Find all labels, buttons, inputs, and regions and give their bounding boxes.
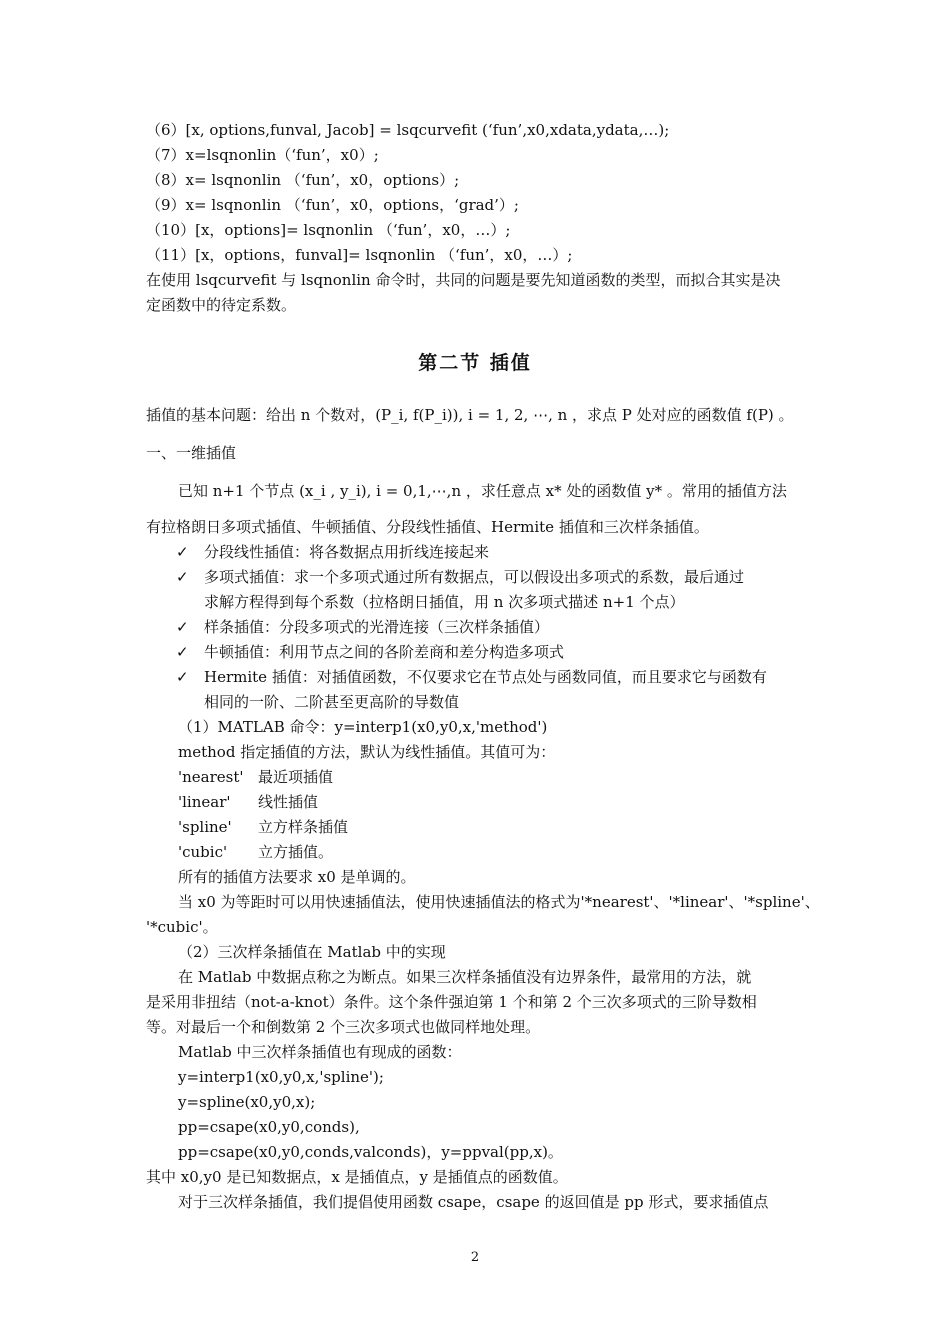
text-line: 等。对最后一个和倒数第 2 个三次多项式也做同样地处理。 bbox=[146, 1018, 541, 1036]
method-description: method 指定插值的方法，默认为线性插值。其值可为： bbox=[178, 743, 556, 761]
text-line: '*cubic'。 bbox=[146, 918, 218, 936]
bullet-continuation: 求解方程得到每个系数（拉格朗日插值，用 n 次多项式描述 n+1 个点） bbox=[204, 593, 685, 611]
checkmark-icon: ✓ bbox=[176, 618, 189, 636]
checkmark-icon: ✓ bbox=[176, 568, 189, 586]
text-line: 定函数中的待定系数。 bbox=[146, 296, 297, 314]
bullet-item: ✓ 分段线性插值：将各数据点用折线连接起来 bbox=[176, 543, 490, 561]
bullet-item: ✓ Hermite 插值：对插值函数，不仅要求它在节点处与函数同值，而且要求它与函数有 bbox=[176, 668, 767, 686]
bullet-continuation: 相同的一阶、二阶甚至更高阶的导数值 bbox=[204, 693, 460, 711]
spline-heading: （2）三次样条插值在 Matlab 中的实现 bbox=[178, 943, 446, 961]
section-title: 第二节 插值 bbox=[418, 352, 532, 374]
text-line: 其中 x0,y0 是已知数据点，x 是插值点，y 是插值点的函数值。 bbox=[146, 1168, 568, 1186]
checkmark-icon: ✓ bbox=[176, 643, 189, 661]
page-number: 2 bbox=[470, 1250, 480, 1265]
code-line: pp=csape(x0,y0,conds), bbox=[178, 1118, 360, 1136]
text-line: （9）x= lsqnonlin （‘fun’，x0，options，‘grad’）; bbox=[146, 196, 519, 214]
methods-line: 有拉格朗日多项式插值、牛顿插值、分段线性插值、Hermite 插值和三次样条插值。 bbox=[146, 518, 709, 536]
bullet-item: ✓ 牛顿插值：利用节点之间的各阶差商和差分构造多项式 bbox=[176, 643, 565, 661]
known-nodes-line: 已知 n+1 个节点 (x_i , y_i), i = 0,1,⋯,n ，求任意点 x* 处的函数值 y* 。常用的插值方法 bbox=[178, 482, 787, 500]
text-line: （8）x= lsqnonlin （‘fun’，x0，options）; bbox=[146, 171, 460, 189]
method-option: 'cubic' 立方插值。 bbox=[178, 843, 334, 861]
method-option: 'nearest' 最近项插值 bbox=[178, 768, 334, 786]
checkmark-icon: ✓ bbox=[176, 668, 189, 686]
text-line: 对于三次样条插值，我们提倡使用函数 csape，csape 的返回值是 pp 形式，要求插值点 bbox=[178, 1193, 769, 1211]
intro-line: 插值的基本问题：给出 n 个数对，(P_i, f(P_i)), i = 1, 2, ⋯, n ，求点 P 处对应的函数值 f(P) 。 bbox=[146, 406, 794, 424]
text-line: （10）[x，options]= lsqnonlin （‘fun’，x0，…）; bbox=[146, 221, 511, 239]
text-line: 是采用非扭结（not-a-knot）条件。这个条件强迫第 1 个和第 2 个三次多项式的三阶导数相 bbox=[146, 993, 757, 1011]
code-line: y=spline(x0,y0,x); bbox=[178, 1093, 316, 1111]
checkmark-icon: ✓ bbox=[176, 543, 189, 561]
code-line: y=interp1(x0,y0,x,'spline'); bbox=[178, 1068, 384, 1086]
matlab-command: （1）MATLAB 命令：y=interp1(x0,y0,x,'method') bbox=[178, 718, 548, 736]
method-option: 'spline' 立方样条插值 bbox=[178, 818, 349, 836]
text-line: 在使用 lsqcurvefit 与 lsqnonlin 命令时，共同的问题是要先知道函数的类型，而拟合其实是决 bbox=[146, 271, 781, 289]
text-line: （6）[x, options,funval, Jacob] = lsqcurvefit (‘fun’,x0,xdata,ydata,…); bbox=[146, 121, 670, 139]
text-line: （11）[x，options，funval]= lsqnonlin （‘fun’，x0，…）; bbox=[146, 246, 573, 264]
text-line: 在 Matlab 中数据点称之为断点。如果三次样条插值没有边界条件，最常用的方法，就 bbox=[178, 968, 752, 986]
text-line: 所有的插值方法要求 x0 是单调的。 bbox=[178, 868, 416, 886]
method-option: 'linear' 线性插值 bbox=[178, 793, 319, 811]
bullet-item: ✓ 多项式插值：求一个多项式通过所有数据点，可以假设出多项式的系数，最后通过 bbox=[176, 568, 745, 586]
bullet-item: ✓ 样条插值：分段多项式的光滑连接（三次样条插值） bbox=[176, 618, 550, 636]
heading-1d-interp: 一、一维插值 bbox=[146, 444, 237, 462]
text-line: 当 x0 为等距时可以用快速插值法，使用快速插值法的格式为'*nearest'、'*linear'、'*spline'、 bbox=[178, 893, 820, 911]
code-line: pp=csape(x0,y0,conds,valconds)，y=ppval(pp,x)。 bbox=[178, 1143, 563, 1161]
text-line: （7）x=lsqnonlin（‘fun’，x0）; bbox=[146, 146, 379, 164]
text-line: Matlab 中三次样条插值也有现成的函数： bbox=[178, 1043, 462, 1061]
